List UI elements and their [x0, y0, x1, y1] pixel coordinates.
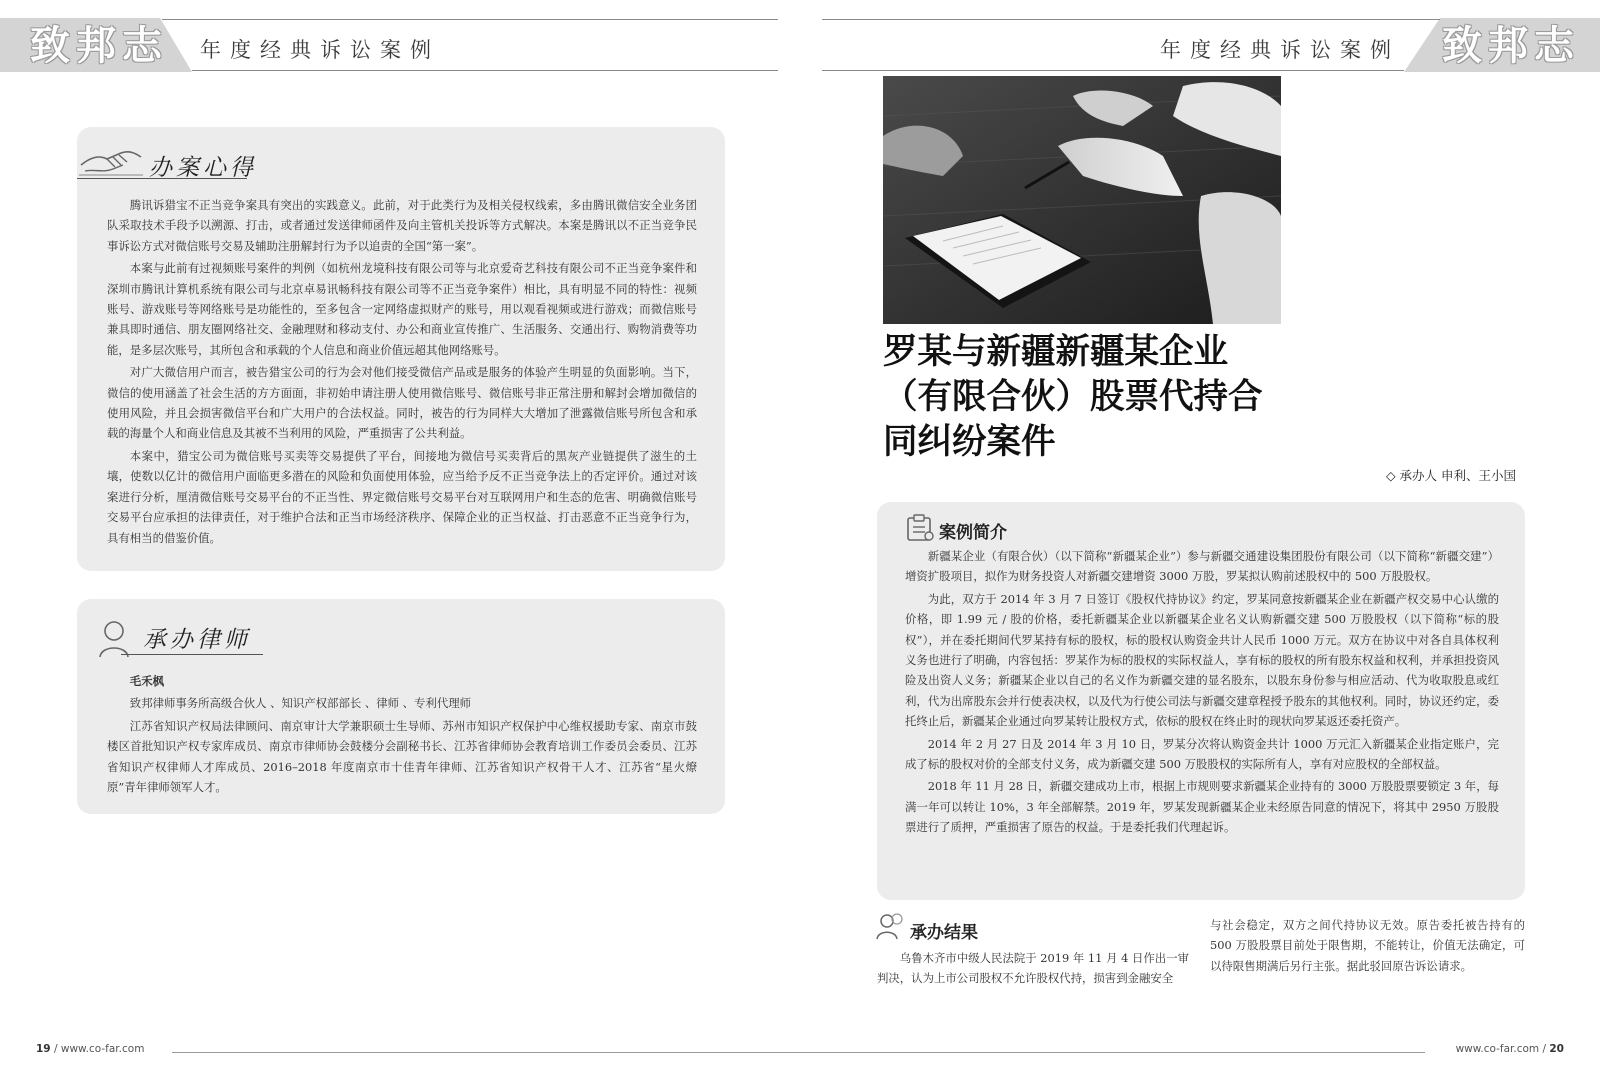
section-label-left: 年度经典诉讼案例: [200, 38, 440, 62]
case-title: 罗某与新疆新疆某企业（有限合伙）股票代持合同纠纷案件: [883, 332, 1263, 462]
page-number-right: 20: [1549, 1043, 1564, 1055]
experience-title-underline: [77, 178, 247, 179]
lawyer-roles: 致邦律师事务所高级合伙人 、知识产权部部长 、律师 、专利代理师: [129, 696, 471, 711]
page-number-left: 19: [36, 1043, 51, 1055]
lawyer-box: [77, 599, 725, 814]
summary-paragraph: 2014 年 2 月 27 日及 2014 年 3 月 10 日，罗某分次将认购资金共计 1000 万元汇入新疆某企业指定账户，完成了标的股权对价的全部支付义务，成为新疆交建 500 万股股权的实际所有人，享有对应股权的全部权益。: [905, 736, 1499, 772]
result-title: 承办结果: [910, 923, 978, 943]
signing-contract-photo: [883, 76, 1281, 324]
summary-title: 案例简介: [939, 523, 1007, 543]
people-outline-icon: [876, 912, 906, 940]
footer-left: 19 / www.co-far.com: [36, 1043, 145, 1055]
summary-paragraph: 2018 年 11 月 28 日，新疆交建成功上市，根据上市规则要求新疆某企业持有的 3000 万股股票要锁定 3 年，每满一年可以转让 10%，3 年全部解禁。2019 年，罗某发现新疆某企业未经原告同意的情况下，将其中 2950 万股股票进行了质押，严重损害了原告的权益。于是委托我们代理起诉。: [905, 779, 1499, 835]
lawyer-body: [107, 671, 697, 797]
brand-logo-right: 致邦志: [1442, 22, 1580, 69]
result-column-2: [1210, 915, 1525, 976]
person-outline-icon: [97, 619, 131, 659]
result-text-2: 与社会稳定，双方之间代持协议无效。原告委托被告持有的 500 万股股票目前处于限售期，不能转让，价值无法确定，可以待限售期满后另行主张。据此驳回原告诉讼请求。: [1210, 918, 1525, 973]
section-label-right: 年度经典诉讼案例: [1160, 38, 1400, 62]
experience-paragraph: 本案中，猎宝公司为微信账号买卖等交易提供了平台，间接地为微信号买卖背后的黑灰产业链提供了滋生的土壤，使数以亿计的微信用户面临更多潜在的风险和负面使用体验，应当给予反不正当竞争法上的否定评价。通过对该案进行分析，厘清微信账号交易平台的不正当性、界定微信账号交易平台对互联网用户和生态的危害、明确微信账号交易平台应承担的法律责任，对于维护合法和正当市场经济秩序、保障企业的正当权益、打击恶意不正当竞争行为，具有相当的借鉴价值。: [107, 448, 697, 545]
summary-body: [905, 546, 1499, 838]
case-byline: ◇ 承办人 申利、王小国: [1385, 468, 1516, 483]
header-rule-top-left: [162, 19, 778, 20]
summary-paragraph: 为此，双方于 2014 年 3 月 7 日签订《股权代持协议》约定，罗某同意按新疆某企业在新疆产权交易中心认缴的价格，即 1.99 元 / 股的价格，委托新疆某企业以新疆某企业名义认购新疆交建 500 万股股权（以下简称“标的股权”），并在委托期间代罗某持有标的股权，标的股权认购资金共计人民币 1000 万元。双方在协议中对各自具体权利义务也进行了明确，内容包括：罗某作为标的股权的实际权益人，享有标的股权的所有股东权益和权利，并承担投资风险及出资人义务；新疆某企业以自己的名义作为新疆交建的显名股东，以股东身份参与相应活动、代为收取股息或红利，代为出席股东会并行使表决权，以及代为行使公司法与新疆交建章程授予股东的其他权利。同时，协议还约定，委托终止后，新疆某企业通过向罗某转让股权方式，依标的股权在终止时的现状向罗某返还委托资产。: [905, 591, 1499, 729]
lawyer-title: 承办律师: [143, 627, 251, 653]
lawyer-bio: 江苏省知识产权局法律顾问、南京审计大学兼职硕士生导师、苏州市知识产权保护中心维权援助专家、南京市鼓楼区首批知识产权专家库成员、南京市律师协会鼓楼分会副秘书长、江苏省律师协会教育培训工作委员会委员、江苏省知识产权律师人才库成员、2016–2018 年度南京市十佳青年律师、江苏省知识产权骨干人才、江苏省“星火燎原”青年律师领军人才。: [107, 718, 697, 795]
experience-paragraph: 对广大微信用户而言，被告猎宝公司的行为会对他们接受微信产品或是服务的体验产生明显的负面影响。当下，微信的使用涵盖了社会生活的方方面面，非初始申请注册人使用微信账号、微信账号非正常注册和解封会增加微信的使用风险，并且会损害微信平台和广大用户的合法权益。同时，被告的行为同样大大增加了泄露微信账号所包含和承载的海量个人和商业信息及其被不当利用的风险，严重损害了公共利益。: [107, 365, 697, 441]
lawyer-title-underline: [121, 654, 263, 655]
experience-body: [107, 195, 697, 548]
footer-rule: [172, 1052, 1425, 1053]
lawyer-name: 毛禾枫: [129, 674, 164, 688]
experience-title: 办案心得: [149, 155, 257, 181]
footer-right: www.co-far.com / 20: [1455, 1043, 1564, 1055]
clipboard-icon: [905, 514, 935, 542]
brand-logo-left: 致邦志: [30, 22, 168, 69]
result-text-1: 乌鲁木齐市中级人民法院于 2019 年 11 月 4 日作出一审判决，认为上市公司股权不允许股权代持，损害到金融安全: [877, 951, 1189, 986]
experience-box: [77, 127, 725, 571]
result-column-1: [877, 948, 1189, 989]
summary-paragraph: 新疆某企业（有限合伙）（以下简称“新疆某企业”）参与新疆交通建设集团股份有限公司（以下简称“新疆交建”）增资扩股项目，拟作为财务投资人对新疆交建增资 3000 万股，罗某拟认购前述股权中的 500 万股股权。: [905, 549, 1499, 584]
summary-box: [877, 502, 1525, 900]
header-rule-top-right: [822, 19, 1440, 20]
footer-url-right: www.co-far.com: [1455, 1043, 1540, 1055]
experience-paragraph: 腾讯诉猎宝不正当竞争案具有突出的实践意义。此前，对于此类行为及相关侵权线索，多由腾讯微信安全业务团队采取技术手段予以溯源、打击，或者通过发送律师函件及向主管机关投诉等方式解决。本案是腾讯以不正当竞争民事诉讼方式对微信账号交易及辅助注册解封行为予以追责的全国“第一案”。: [107, 198, 697, 253]
footer-url-left: www.co-far.com: [60, 1043, 145, 1055]
experience-paragraph: 本案与此前有过视频账号案件的判例（如杭州龙境科技有限公司等与北京爱奇艺科技有限公司不正当竞争案件和深圳市腾讯计算机系统有限公司与北京卓易讯畅科技有限公司等不正当竞争案件）相比，具有明显不同的特性：视频账号、游戏账号等网络账号是功能性的，至多包含一定网络虚拟财产的账号，用以观看视频或进行游戏；而微信账号兼具即时通信、朋友圈网络社交、金融理财和移动支付、办公和商业宣传推广、生活服务、交通出行、购物消费等功能，是多层次账号，其所包含和承载的个人信息和商业价值远超其他网络账号。: [107, 261, 697, 357]
header-rule-bottom-left: [192, 70, 778, 71]
header-rule-bottom-right: [822, 70, 1404, 71]
